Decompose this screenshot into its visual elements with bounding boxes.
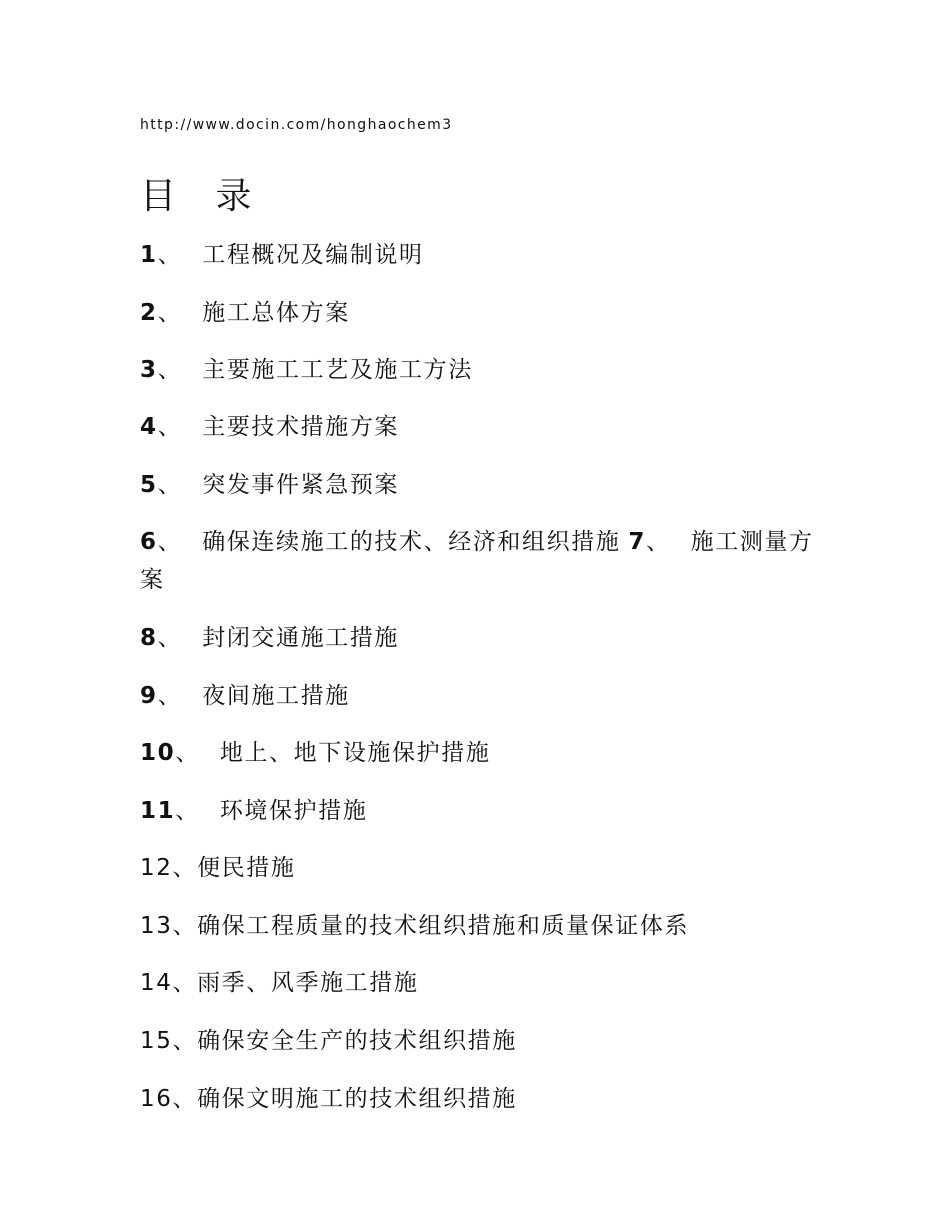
toc-item-text: 雨季、风季施工措施 [197,970,419,996]
toc-item-5 [140,466,820,504]
toc-item-separator: 、 [157,472,183,498]
toc-item-16 [140,1080,820,1118]
toc-item-number: 8 [140,625,158,651]
toc-item-3 [140,351,820,389]
toc-item-text: 工程概况及编制说明 [202,242,424,268]
toc-item-text: 确保文明施工的技术组织措施 [197,1086,517,1112]
toc-item-separator: 、 [157,300,183,326]
toc-item-text: 夜间施工措施 [202,683,350,709]
toc-item-13 [140,907,820,945]
toc-item-separator: 、 [646,529,671,555]
toc-item-separator: 、 [172,913,198,939]
toc-item-separator: 、 [157,357,183,383]
toc-item-separator: 、 [175,740,200,766]
toc-item-separator: 、 [157,625,183,651]
toc-item-separator: 、 [172,970,198,996]
toc-item-number: 12 [140,855,173,881]
toc-item-text: 主要技术措施方案 [202,414,400,440]
toc-item-number: 1 [140,242,158,268]
toc-item-7-text: 施工测量方案 [140,529,814,593]
toc-item-separator: 、 [172,855,198,881]
toc-item-number: 9 [140,683,158,709]
toc-item-text: 确保工程质量的技术组织措施和质量保证体系 [197,913,690,939]
toc-item-4 [140,408,820,446]
toc-item-separator: 、 [157,242,183,268]
toc-item-number: 3 [140,357,158,383]
toc-item-text: 确保安全生产的技术组织措施 [197,1028,517,1054]
toc-item-separator: 、 [157,529,183,555]
toc-item-text: 主要施工工艺及施工方法 [202,357,473,383]
toc-item-separator: 、 [172,1086,198,1112]
toc-item-number: 11 [140,798,176,824]
toc-item-separator: 、 [157,414,183,440]
toc-item-8 [140,619,820,657]
toc-item-1 [140,236,820,274]
toc-item-number: 10 [140,740,176,766]
toc-item-number: 14 [140,970,173,996]
toc-item-9 [140,677,820,715]
toc-item-number: 4 [140,414,158,440]
toc-item-number: 16 [140,1086,173,1112]
toc-item-text: 突发事件紧急预案 [202,472,400,498]
toc-item-number: 6 [140,529,158,555]
toc-item-number: 5 [140,472,158,498]
toc-item-separator: 、 [175,798,200,824]
toc-item-text: 封闭交通施工措施 [202,625,400,651]
toc-item-number: 15 [140,1028,173,1054]
toc-item-text: 环境保护措施 [219,798,368,824]
toc-item-10 [140,734,820,772]
toc-item-2 [140,294,820,332]
toc-item-6 [140,523,820,599]
toc-item-text: 施工总体方案 [202,300,350,326]
toc-item-7-number: 7 [628,529,647,555]
toc-item-text: 确保连续施工的技术、经济和组织措施 [202,529,621,555]
toc-item-11 [140,792,820,830]
toc-item-14 [140,964,820,1002]
toc-item-number: 13 [140,913,173,939]
source-url: http://www.docin.com/honghaochem3 [140,117,453,133]
toc-item-number: 2 [140,300,158,326]
toc-item-separator: 、 [157,683,183,709]
toc-item-separator: 、 [172,1028,198,1054]
toc-item-text: 便民措施 [197,855,296,881]
toc-item-text: 地上、地下设施保护措施 [219,740,491,766]
toc-item-12 [140,849,820,887]
toc-item-15 [140,1022,820,1060]
toc-title: 目 录 [140,176,266,217]
